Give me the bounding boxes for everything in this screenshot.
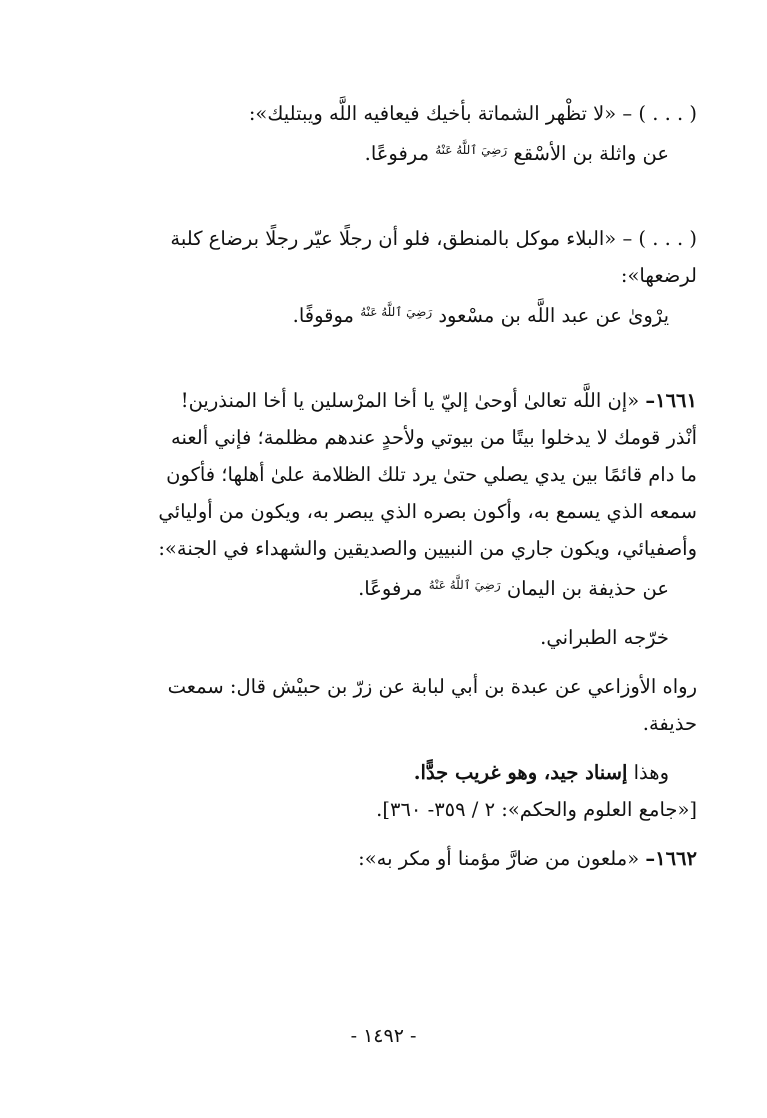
entry-heading: ( . . . ) – «لا تظْهر الشماتة بأخيك فيعافيه اللَّه ويبتليك»: — [248, 102, 697, 125]
hadith-text-line: سمعه الذي يسمع به، وأكون بصره الذي يبصر به، ويكون من أوليائي — [158, 500, 697, 523]
hadith-text-line: ما دام قائمًا بين يدي يصلي حتىٰ يرد تلك الظلامة علىٰ أهلها؛ فأكون — [166, 463, 697, 486]
chain-of-narration: رواه الأوزاعي عن عبدة بن أبي لبابة عن زرّ بن حبيْش قال: سمعت — [167, 675, 697, 698]
hadith-1662-text — [100, 840, 697, 877]
entry-heading-continued: لرضعها»: — [620, 264, 697, 287]
entry-source — [100, 567, 697, 607]
page-number: - ١٤٩٢ - — [350, 1025, 417, 1047]
source-text: يرْوىٰ عن عبد اللَّه بن مسْعود — [438, 304, 669, 327]
source-grade: مرفوعًا. — [364, 142, 430, 165]
hadith-text: «ملعون من ضارَّ مؤمنا أو مكر به»: — [358, 847, 640, 870]
honorific-glyph: رَضِيَ ٱللَّهُ عَنْهُ — [435, 143, 508, 157]
document-page — [100, 95, 697, 877]
grading-prefix: وهذا — [633, 761, 669, 784]
grading-bold: إسناد جيد، وهو غريب جدًّا. — [413, 761, 628, 784]
hadith-text-line: وأصفيائي، ويكون جاري من النبيين والصديقين والشهداء في الجنة»: — [158, 537, 697, 560]
honorific-glyph: رَضِيَ ٱللَّهُ عَنْهُ — [360, 305, 433, 319]
entry-heading: ( . . . ) – «البلاء موكل بالمنطق، فلو أن رجلًا عيّر رجلًا برضاع كلبة — [170, 227, 697, 250]
book-reference: [«جامع العلوم والحكم»: ٢ / ٣٥٩- ٣٦٠]. — [376, 798, 697, 821]
source-text: عن حذيفة بن اليمان — [506, 577, 669, 600]
entry-source — [100, 294, 697, 334]
source-text: عن واثلة بن الأسْقع — [513, 142, 669, 165]
hadith-text: «إن اللَّه تعالىٰ أوحىٰ إليّ يا أخا المرْسلين يا أخا المنذرين! — [180, 389, 640, 412]
honorific-glyph: رَضِيَ ٱللَّهُ عَنْهُ — [428, 578, 501, 592]
entry-source — [100, 132, 697, 172]
hadith-text-line: أنْذر قومك لا يدخلوا بيتًا من بيوتي ولأحدٍ عندهم مظلمة؛ فإني ألعنه — [171, 426, 697, 449]
chain-of-narration-continued: حذيفة. — [642, 712, 697, 735]
hadith-number: ١٦٦١– — [645, 389, 697, 412]
hadith-number: ١٦٦٢– — [645, 847, 697, 870]
takhrij-note: خرّجه الطبراني. — [540, 626, 669, 649]
source-grade: موقوفًا. — [292, 304, 355, 327]
hadith-1661-text — [100, 382, 697, 419]
grading-note — [100, 754, 697, 791]
source-grade: مرفوعًا. — [358, 577, 423, 600]
